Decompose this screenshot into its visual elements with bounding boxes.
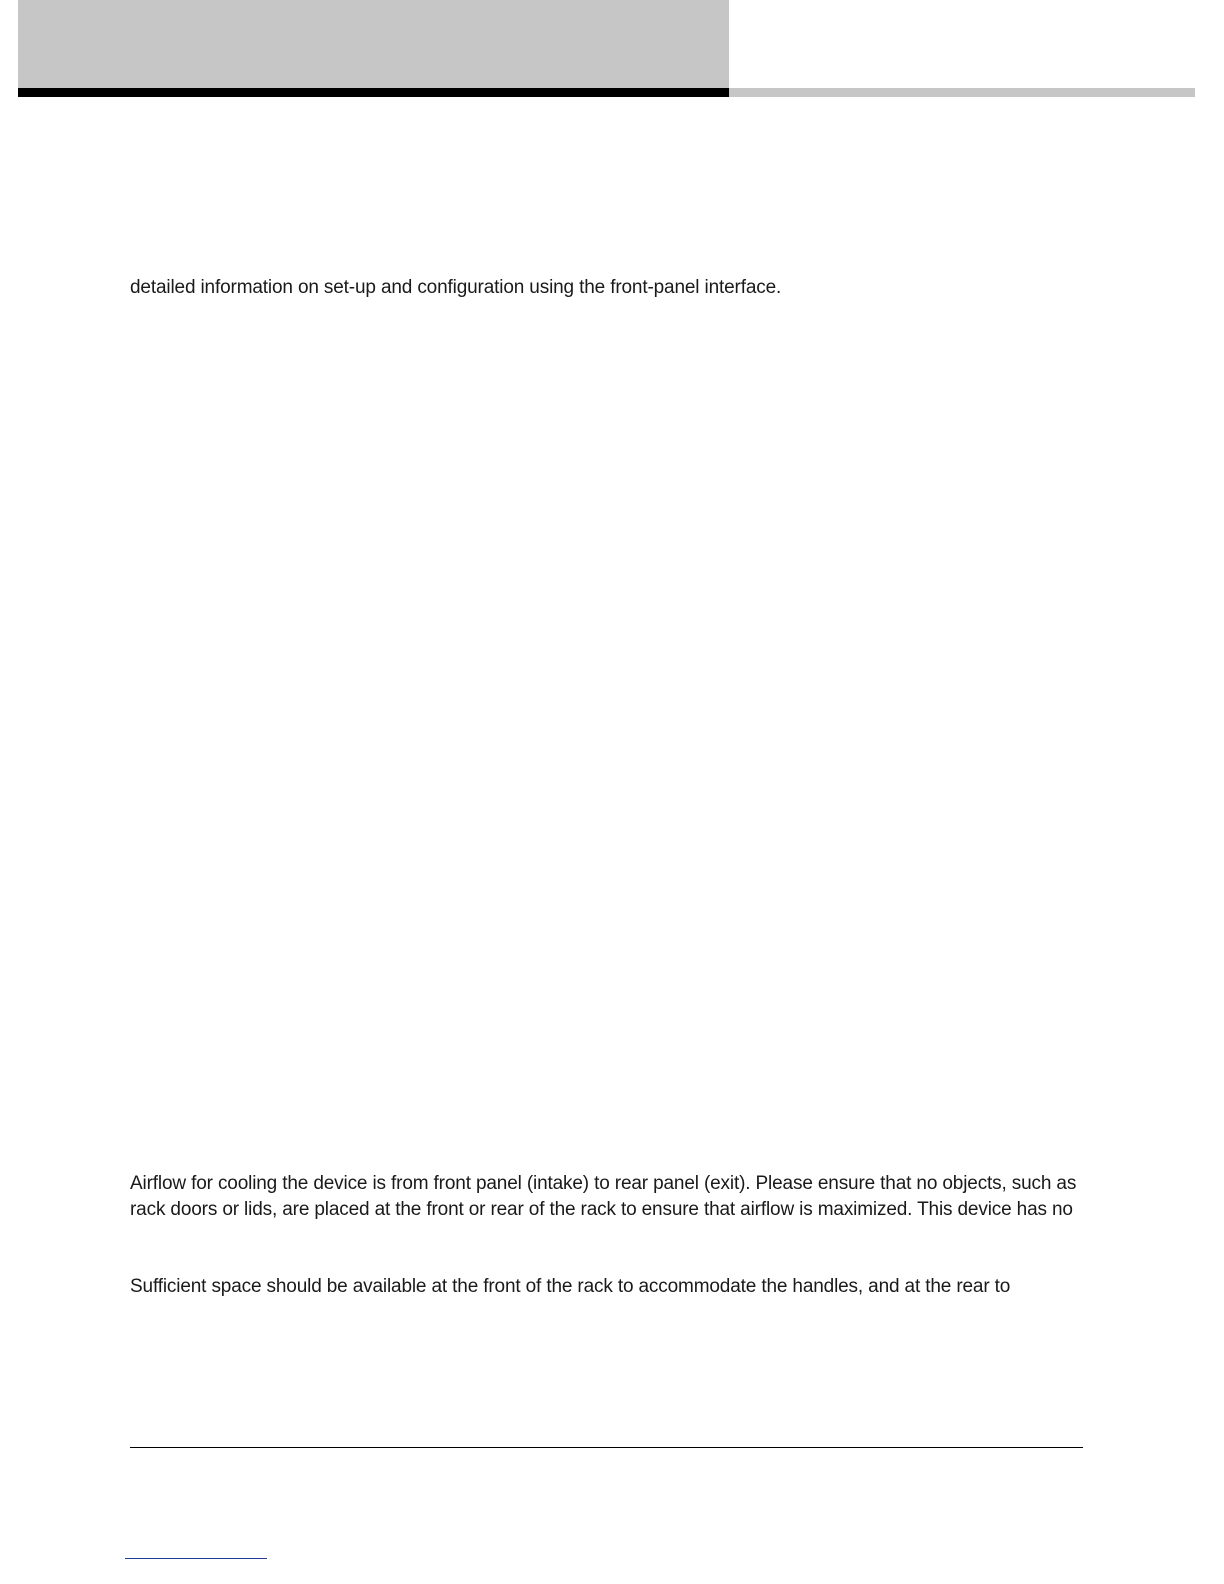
- header-rule-dark: [18, 88, 729, 97]
- airflow-line-1: Airflow for cooling the device is from front panel (intake) to rear panel (exit). Please ensure that no objects, such as: [130, 1173, 1077, 1194]
- body-paragraph-setup: detailed information on set-up and configuration using the front-panel interface.: [130, 277, 782, 298]
- footer-divider: [130, 1447, 1083, 1448]
- header-rule-light: [729, 88, 1195, 97]
- body-paragraph-airflow: [130, 1171, 1090, 1223]
- footer-link[interactable]: [125, 1558, 267, 1559]
- header-banner: [18, 0, 729, 88]
- airflow-line-2: rack doors or lids, are placed at the front or rear of the rack to ensure that airflow is maximized. This device has no: [130, 1199, 1073, 1220]
- body-paragraph-space: Sufficient space should be available at the front of the rack to accommodate the handles, and at the rear to: [130, 1276, 1011, 1297]
